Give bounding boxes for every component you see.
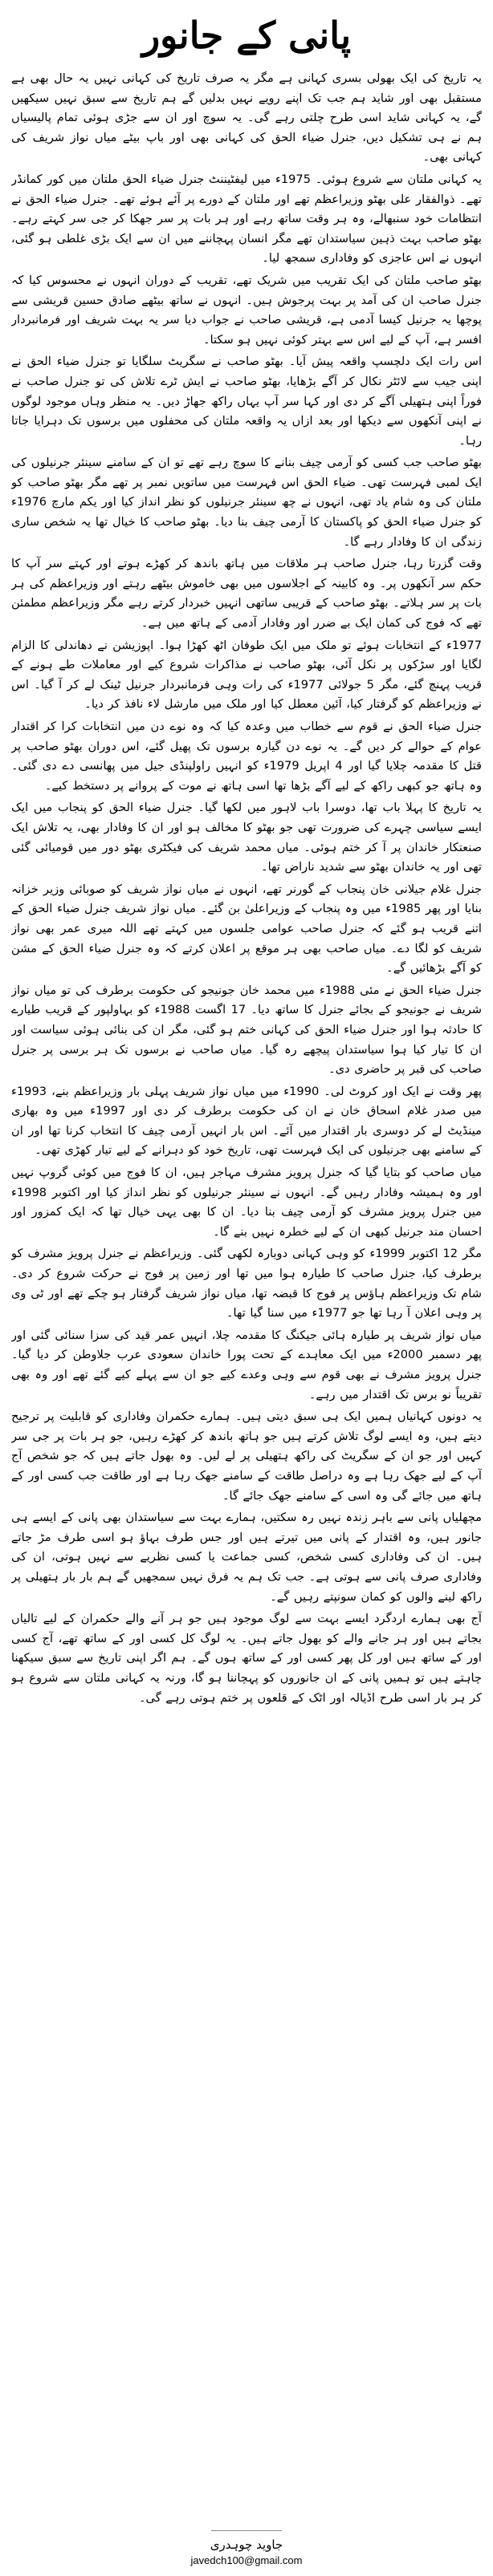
article-paragraph: بھٹو صاحب ملتان کی ایک تقریب میں شریک تھے، تقریب کے دوران انہوں نے محسوس کیا کہ جنرل صاحب ان کی آمد پر بہت پرجوش ہیں۔ انہوں نے ساتھ بیٹھے صادق حسین قریشی سے پوچھا یہ جرنیل کیسا آدمی ہے، قریشی صاحب نے جواب دیا سر یہ بہت شریف اور فرمانبردار افسر ہے، آپ کے لیے اس سے بہتر کوئی نہیں ہو سکتا۔ — [11, 273, 482, 347]
article-paragraph: وقت گزرتا رہا، جنرل صاحب ہر ملاقات میں ہاتھ باندھ کر کھڑے ہوتے اور کہتے سر آپ کا حکم سر آنکھوں پر۔ وہ کابینہ کے اجلاسوں میں بھی خاموش بیٹھے رہتے اور وزیراعظم کی ہر بات پر سر ہلاتے۔ بھٹو صاحب کے قریبی ساتھی انہیں خبردار کرتے رہے مگر وزیراعظم مطمئن تھے کہ فوج کی کمان ایک بے ضرر اور وفادار آدمی کے ہاتھ میں ہے۔ — [11, 557, 482, 631]
article-paragraph: میاں نواز شریف پر طیارہ ہائی جیکنگ کا مقدمہ چلا، انہیں عمر قید کی سزا سنائی گئی اور پھر دسمبر 2000ء میں ایک معاہدے کے تحت پورا خاندان سعودی عرب جلاوطن کر دیا گیا۔ جنرل پرویز مشرف نے بھی قوم سے وہی وعدے کیے جو ان سے پہلے کیے گئے تھے اور وہ بھی تقریباً نو برس تک اقتدار میں رہے۔ — [11, 1328, 482, 1402]
article-paragraph: آج بھی ہمارے اردگرد ایسے بہت سے لوگ موجود ہیں جو ہر آنے والے حکمران کے لیے تالیاں بجاتے ہیں اور ہر جانے والے کو بھول جاتے ہیں۔ یہ لوگ کل کسی اور کے ساتھ تھے، آج کسی اور کے ساتھ ہیں اور کل پھر کسی اور کے ساتھ ہوں گے۔ ہم اگر اپنی تاریخ سے سبق سیکھنا چاہتے ہیں تو ہمیں پانی کے ان جانوروں کو پہچاننا ہو گا، ورنہ یہ کہانی ملتان سے شروع ہو کر ہر بار اسی طرح اڈیالہ اور اٹک کے قلعوں پر ختم ہوتی رہے گی۔ — [11, 1612, 482, 1705]
author-email: javedch100@gmail.com — [190, 2554, 303, 2566]
article-paragraph: جنرل ضیاء الحق نے مئی 1988ء میں محمد خان جونیجو کی حکومت برطرف کی تو میاں نواز شریف نے جونیجو کے بجائے جنرل کا ساتھ دیا۔ 17 اگست 1988ء کو بہاولپور کے قریب طیارے کا حادثہ ہوا اور جنرل ضیاء الحق کی کہانی ختم ہو گئی، مگر ان کی بنائی ہوئی سیاست اور ان کا تیار کیا ہوا سیاستدان پیچھے رہ گیا۔ میاں صاحب نے برسوں تک ہر برسی پر جنرل صاحب کی قبر پر حاضری دی۔ — [11, 983, 482, 1077]
article-paragraph: یہ تاریخ کا پہلا باب تھا، دوسرا باب لاہور میں لکھا گیا۔ جنرل ضیاء الحق کو پنجاب میں ایک ایسے سیاسی چہرے کی ضرورت تھی جو بھٹو کا مخالف ہو اور ان کا وفادار بھی، یہ تلاش ایک صنعتکار خاندان پر آ کر ختم ہوئی۔ میاں محمد شریف کی فیکٹری بھٹو دور میں قومیائی گئی تھی اور یہ خاندان بھٹو سے شدید ناراض تھا۔ — [11, 801, 482, 874]
author-name: جاوید چوہدری — [210, 2537, 283, 2552]
article-paragraph: یہ کہانی ملتان سے شروع ہوئی۔ 1975ء میں لیفٹیننٹ جنرل ضیاء الحق ملتان میں کور کمانڈر تھے۔ ذوالفقار علی بھٹو وزیراعظم تھے اور ملتان کے دورے پر آئے ہوئے تھے۔ جنرل ضیاء الحق نے انتظامات خود سنبھالے، وہ ہر وقت ساتھ رہے اور ہر بات پر سر جھکا کر جی سر کہتے رہے۔ بھٹو صاحب بہت ذہین سیاستدان تھے مگر انسان پہچاننے میں ان سے ایک بڑی غلطی ہو گئی، انہوں نے اس عاجزی کو وفاداری سمجھ لیا۔ — [11, 172, 482, 266]
article-body — [11, 69, 482, 2527]
article-paragraph: یہ دونوں کہانیاں ہمیں ایک ہی سبق دیتی ہیں۔ ہمارے حکمران وفاداری کو قابلیت پر ترجیح دیتے ہیں، وہ ایسے لوگ تلاش کرتے ہیں جو ہاتھ باندھ کر کھڑے رہیں، جو ہر بات پر جی سر کہیں اور جو ان کے سگریٹ کی راکھ ہتھیلی پر لے لیں۔ وہ بھول جاتے ہیں کہ جو شخص آج آپ کے لیے جھک رہا ہے وہ دراصل طاقت کے سامنے جھک رہا ہے اور طاقت جب کسی اور کے ہاتھ میں جائے گی وہ اسی کے سامنے جھک جائے گا۔ — [11, 1410, 482, 1503]
article-paragraph: بھٹو صاحب جب کسی کو آرمی چیف بنانے کا سوچ رہے تھے تو ان کے سامنے سینئر جرنیلوں کی ایک لمبی فہرست تھی۔ ضیاء الحق اس فہرست میں ساتویں نمبر پر تھے مگر بھٹو صاحب کو ملتان کی وہ شام یاد تھی، انہوں نے چھ سینئر جرنیلوں کو نظر انداز کیا اور یکم مارچ 1976ء کو جنرل ضیاء الحق کو پاکستان کا آرمی چیف بنا دیا۔ بھٹو صاحب کا خیال تھا یہ شخص ساری زندگی ان کا وفادار رہے گا۔ — [11, 456, 482, 549]
article-paragraph: میاں صاحب کو بتایا گیا کہ جنرل پرویز مشرف مہاجر ہیں، ان کا فوج میں کوئی گروپ نہیں اور وہ ہمیشہ وفادار رہیں گے۔ انہوں نے سینئر جرنیلوں کو نظر انداز کیا اور اکتوبر 1998ء میں جنرل پرویز مشرف کو آرمی چیف بنا دیا۔ ان کا بھی یہی خیال تھا کہ ایک کمزور اور احسان مند جرنیل کبھی ان کے لیے خطرہ نہیں بنے گا۔ — [11, 1166, 482, 1239]
article-paragraph: جنرل ضیاء الحق نے قوم سے خطاب میں وعدہ کیا کہ وہ نوے دن میں انتخابات کرا کر اقتدار عوام کے حوالے کر دیں گے۔ یہ نوے دن گیارہ برسوں تک پھیل گئے، اس دوران بھٹو صاحب پر قتل کا مقدمہ چلایا گیا اور 4 اپریل 1979ء کو انہیں راولپنڈی جیل میں پھانسی دے دی گئی۔ وہ ہاتھ جو کبھی راکھ کے لیے آگے بڑھا تھا اسی ہاتھ نے موت کے پروانے پر دستخط کیے۔ — [11, 720, 482, 793]
article-paragraph: جنرل غلام جیلانی خان پنجاب کے گورنر تھے، انہوں نے میاں نواز شریف کو صوبائی وزیر خزانہ بنایا اور پھر 1985ء میں وہ پنجاب کے وزیراعلیٰ بن گئے۔ میاں نواز شریف جنرل ضیاء الحق کے اتنے قریب ہو گئے کہ جنرل صاحب عوامی جلسوں میں کہتے تھے اللہ میری عمر بھی نواز شریف کو لگا دے۔ میاں صاحب بھی ہر موقع پر اعلان کرتے کہ وہ جنرل ضیاء الحق کے مشن کو آگے بڑھائیں گے۔ — [11, 882, 482, 976]
article-paragraph: یہ تاریخ کی ایک بھولی بسری کہانی ہے مگر یہ صرف تاریخ کی کہانی نہیں یہ حال بھی ہے مستقبل بھی اور شاید ہم جب تک اپنے رویے نہیں بدلیں گے ہم تاریخ سے سبق نہیں سیکھیں گے، یہ کہانی شاید اسی طرح چلتی رہے گی۔ یہ سوچ اور ان سے جڑی ہوئی تمام پالیسیاں ہم نے ہی تشکیل دیں، جنرل ضیاء الحق کی کہانی بھی اور باپ بیٹے میاں نواز شریف کی کہانی بھی۔ — [11, 71, 482, 164]
article-paragraph: مگر 12 اکتوبر 1999ء کو وہی کہانی دوبارہ لکھی گئی۔ وزیراعظم نے جنرل پرویز مشرف کو برطرف کیا، جنرل صاحب کا طیارہ ہوا میں تھا اور زمین پر فوج نے حرکت شروع کر دی۔ شام تک وزیراعظم ہاؤس پر فوج کا قبضہ تھا، میاں نواز شریف گرفتار ہو چکے تھے اور ٹی وی پر وہی اعلان آ رہا تھا جو 1977ء میں سنا گیا تھا۔ — [11, 1247, 482, 1320]
article-paragraph: 1977ء کے انتخابات ہوئے تو ملک میں ایک طوفان اٹھ کھڑا ہوا۔ اپوزیشن نے دھاندلی کا الزام لگایا اور سڑکوں پر نکل آئی، بھٹو صاحب نے مذاکرات شروع کیے اور معاملات طے ہونے کے قریب پہنچ گئے، مگر 5 جولائی 1977ء کی رات وہی فرمانبردار جرنیل ٹینک لے کر آ گیا۔ اس نے وزیراعظم کو گرفتار کیا، آئین معطل کیا اور ملک میں مارشل لاء نافذ کر دیا۔ — [11, 638, 482, 712]
article-paragraph: اس رات ایک دلچسپ واقعہ پیش آیا۔ بھٹو صاحب نے سگریٹ سلگایا تو جنرل ضیاء الحق نے اپنی جیب سے لائٹر نکال کر آگے بڑھایا، بھٹو صاحب نے ایش ٹرے تلاش کی تو جنرل صاحب نے فوراً اپنی ہتھیلی آگے کر دی اور کہا سر آپ یہاں راکھ جھاڑ دیں۔ یہ منظر وہاں موجود لوگوں نے اپنی آنکھوں سے دیکھا اور بعد ازاں یہ واقعہ ملتان کی محفلوں میں برسوں تک دہرایا جاتا رہا۔ — [11, 355, 482, 448]
column-title: پانی کے جانور — [141, 14, 352, 57]
author-divider — [211, 2530, 282, 2531]
article-paragraph: پھر وقت نے ایک اور کروٹ لی۔ 1990ء میں میاں نواز شریف پہلی بار وزیراعظم بنے، 1993ء میں صدر غلام اسحاق خان نے ان کی حکومت برطرف کر دی اور 1997ء میں وہ بھاری مینڈیٹ لے کر دوسری بار اقتدار میں آئے۔ اس بار انہیں آرمی چیف کا انتخاب کرنا تھا اور ان کے سامنے بھی جرنیلوں کی ایک فہرست تھی، تاریخ خود کو دہرانے کے لیے تیار کھڑی تھی۔ — [11, 1084, 482, 1158]
article-paragraph: مچھلیاں پانی سے باہر زندہ نہیں رہ سکتیں، ہمارے بہت سے سیاستدان بھی پانی کے ایسے ہی جانور ہیں، وہ اقتدار کے پانی میں تیرتے ہیں اور جس طرف بہاؤ ہو اسی طرف مڑ جاتے ہیں۔ ان کی وفاداری کسی شخص، کسی جماعت یا کسی نظریے سے نہیں ہوتی، ان کی وفاداری صرف پانی سے ہوتی ہے۔ جب تک ہم یہ فرق نہیں سمجھیں گے ہم بار بار ہتھیلی پر راکھ لینے والوں کو کمان سونپتے رہیں گے۔ — [11, 1511, 482, 1604]
